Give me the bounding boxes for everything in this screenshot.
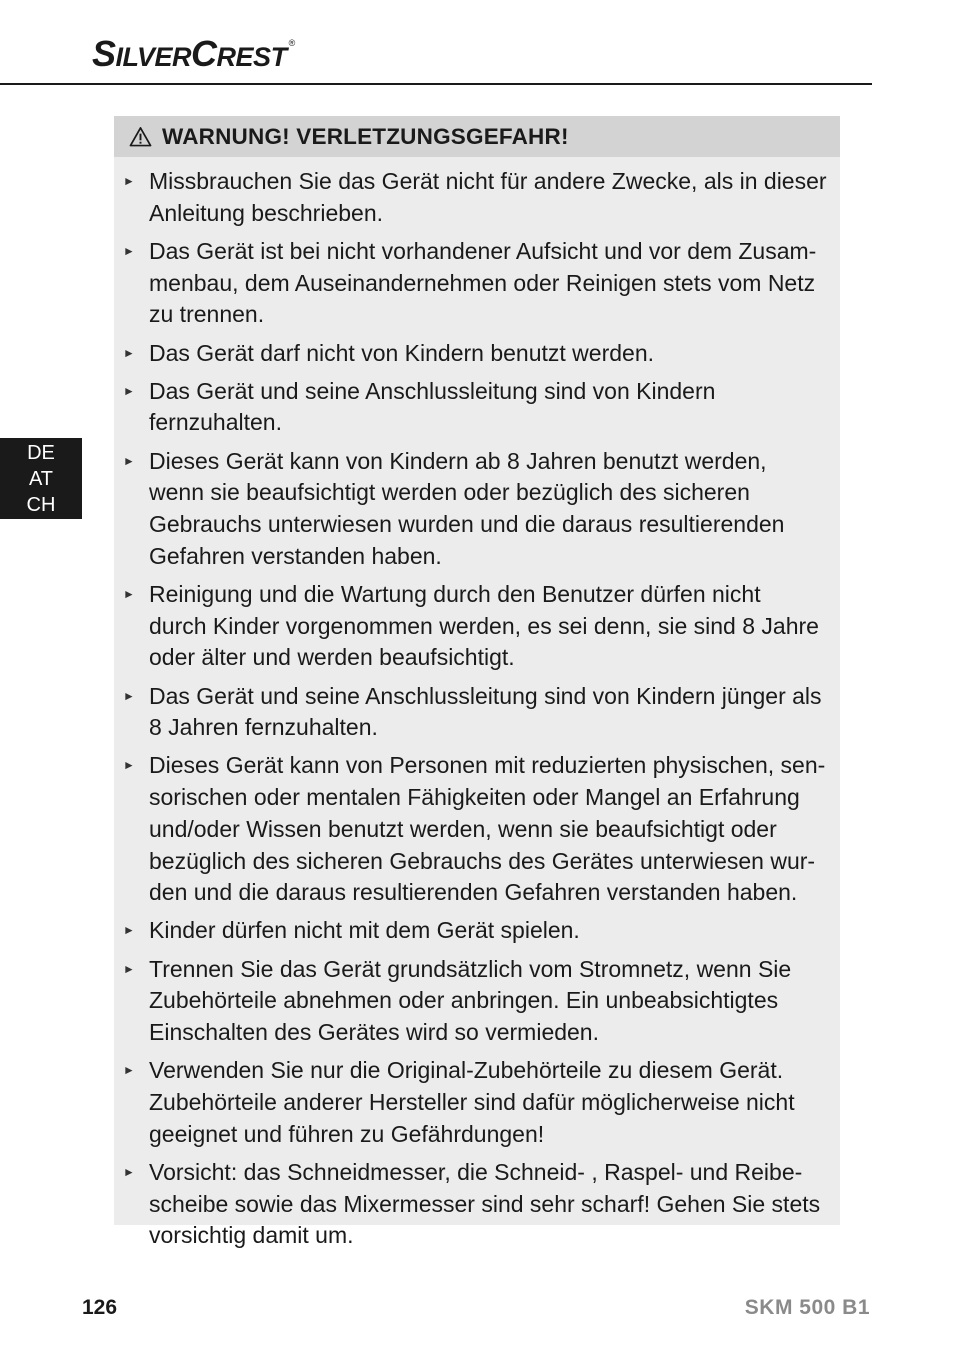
- header-divider: [0, 83, 872, 85]
- warning-item-line: Zubehörteile abnehmen oder anbringen. Ein unbeabsichtigtes: [149, 987, 779, 1014]
- warning-list-item: [114, 338, 840, 370]
- warning-item-line: oder älter und werden beaufsichtigt.: [149, 644, 515, 671]
- warning-list-item: [114, 1055, 840, 1150]
- warning-item-line: vorsichtig damit um.: [149, 1222, 354, 1249]
- language-tab: [0, 438, 82, 519]
- warning-item-line: Das Gerät und seine Anschlussleitung sind von Kindern jünger als: [149, 682, 822, 709]
- warning-item-line: Das Gerät darf nicht von Kindern benutzt werden.: [149, 339, 655, 366]
- warning-title: WARNUNG! VERLETZUNGSGEFAHR!: [162, 123, 569, 149]
- warning-item-line: zu trennen.: [149, 301, 265, 328]
- triangle-right-icon: ►: [123, 586, 135, 601]
- warning-list-item: [114, 915, 840, 947]
- warning-item-line: scheibe sowie das Mixermesser sind sehr scharf! Gehen Sie stets: [149, 1190, 821, 1217]
- warning-item-line: Missbrauchen Sie das Gerät nicht für andere Zwecke, als in dieser: [149, 168, 827, 194]
- brand-logo: SILVERCREST ®: [92, 33, 295, 74]
- warning-list-item: [114, 1157, 840, 1252]
- triangle-right-icon: ►: [123, 758, 135, 773]
- warning-item-line: wenn sie beaufsichtigt werden oder bezüglich des sicheren: [149, 479, 750, 506]
- triangle-right-icon: ►: [123, 961, 135, 976]
- warning-list-item: [114, 954, 840, 1049]
- warning-list: [114, 166, 840, 1259]
- warning-item-line: Das Gerät ist bei nicht vorhandener Aufsicht und vor dem Zusam-: [149, 237, 817, 264]
- warning-item-line: Verwenden Sie nur die Original-Zubehörteile zu diesem Gerät.: [149, 1057, 784, 1084]
- warning-list-item: [114, 681, 840, 744]
- warning-list-item: [114, 750, 840, 909]
- warning-item-line: Gebrauchs unterwiesen wurden und die daraus resultierenden: [149, 511, 785, 538]
- triangle-right-icon: ►: [123, 923, 135, 938]
- warning-box: [114, 116, 840, 1249]
- triangle-right-icon: ►: [123, 453, 135, 468]
- triangle-right-icon: ►: [123, 174, 135, 188]
- warning-item-line: 8 Jahren fernzuhalten.: [149, 714, 378, 741]
- warning-item-line: Dieses Gerät kann von Kindern ab 8 Jahren benutzt werden,: [149, 447, 767, 474]
- warning-list-item: [114, 446, 840, 573]
- warning-item-line: Anleitung beschrieben.: [149, 199, 383, 226]
- warning-item-line: menbau, dem Auseinandernehmen oder Reinigen stets vom Netz: [149, 269, 816, 296]
- warning-item-line: Gefahren verstanden haben.: [149, 542, 442, 569]
- warning-item-line: bezüglich des sicheren Gebrauchs des Gerätes unterwiesen wur-: [149, 847, 816, 874]
- language-code-at: AT: [28, 467, 54, 490]
- warning-item-line: Das Gerät und seine Anschlussleitung sind von Kindern fernzuhalten.: [149, 377, 716, 436]
- triangle-right-icon: ►: [123, 383, 135, 398]
- triangle-right-icon: ►: [123, 1063, 135, 1078]
- language-code-ch: CH: [26, 493, 56, 516]
- language-code-de: DE: [27, 441, 55, 464]
- triangle-right-icon: ►: [123, 688, 135, 703]
- model-number: SKM 500 B1: [744, 1296, 870, 1319]
- warning-list-item: [114, 579, 840, 674]
- warning-item-line: Trennen Sie das Gerät grundsätzlich vom Stromnetz, wenn Sie: [149, 955, 792, 982]
- warning-item-line: Kinder dürfen nicht mit dem Gerät spielen.: [149, 917, 580, 944]
- warning-list-item: [114, 376, 840, 439]
- warning-item-line: sorischen oder mentalen Fähigkeiten oder Mangel an Erfahrung: [149, 784, 800, 811]
- warning-item-line: Einschalten des Gerätes wird so vermieden.: [149, 1019, 599, 1046]
- triangle-right-icon: ►: [123, 345, 135, 360]
- warning-item-line: den und die daraus resultierenden Gefahren verstanden haben.: [149, 879, 798, 906]
- warning-item-line: Vorsicht: das Schneidmesser, die Schneid- , Raspel- und Reibe-: [149, 1158, 803, 1185]
- warning-list-item: [114, 166, 840, 229]
- warning-item-line: und/oder Wissen benutzt werden, wenn sie beaufsichtigt oder: [149, 815, 777, 842]
- page-number: 126: [82, 1296, 118, 1319]
- warning-header: [114, 116, 840, 157]
- warning-item-line: Dieses Gerät kann von Personen mit reduzierten physischen, sen-: [149, 752, 826, 779]
- warning-item-line: durch Kinder vorgenommen werden, es sei denn, sie sind 8 Jahre: [149, 612, 819, 639]
- warning-item-line: Reinigung und die Wartung durch den Benutzer dürfen nicht: [149, 580, 761, 607]
- warning-item-line: Zubehörteile anderer Hersteller sind dafür möglicherweise nicht: [149, 1088, 795, 1115]
- warning-triangle-icon: [129, 126, 152, 147]
- warning-list-item: [114, 236, 840, 331]
- warning-item-line: geeignet und führen zu Gefährdungen!: [149, 1120, 545, 1147]
- triangle-right-icon: ►: [123, 1164, 135, 1179]
- triangle-right-icon: ►: [123, 243, 135, 258]
